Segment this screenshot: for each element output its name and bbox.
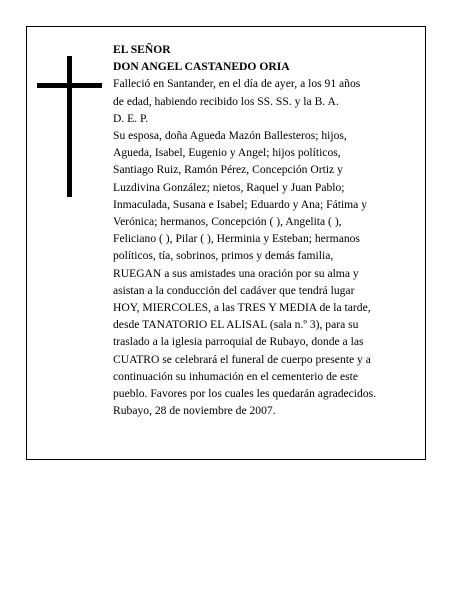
body-line: Santiago Ruiz, Ramón Pérez, Concepción Ortiz y (113, 163, 343, 177)
body-line: pueblo. Favores por los cuales les quedarán agradecidos. (113, 387, 377, 401)
body-line: HOY, MIERCOLES, a las TRES Y MEDIA de la tarde, (113, 301, 371, 315)
body-line: Luzdivina González; nietos, Raquel y Juan Pablo; (113, 180, 345, 194)
body-line: asistan a la conducción del cadáver que tendrá lugar (113, 283, 355, 297)
body-line: Feliciano ( ), Pilar ( ), Herminia y Esteban; hermanos (113, 232, 360, 246)
body-line: Agueda, Isabel, Eugenio y Angel; hijos políticos, (113, 146, 341, 160)
body-line: desde TANATORIO EL ALISAL (sala n.º 3), para su (113, 318, 359, 332)
body-line: traslado a la iglesia parroquial de Rubayo, donde a las (113, 335, 364, 349)
title-line: EL SEÑOR (113, 43, 171, 56)
body-line: Inmaculada, Susana e Isabel; Eduardo y Ana; Fátima y (113, 197, 368, 211)
body-line: RUEGAN a sus amistades una oración por su alma y (113, 266, 359, 280)
body-line: políticos, tía, sobrinos, primos y demás familia, (113, 249, 334, 263)
body-line: Falleció en Santander, en el día de ayer, a los 91 años (113, 77, 361, 91)
cross-horizontal-bar (37, 83, 102, 88)
obituary-notice (26, 26, 426, 460)
body-line: D. E. P. (113, 111, 149, 125)
body-line: Rubayo, 28 de noviembre de 2007. (113, 404, 276, 418)
body-line: de edad, habiendo recibido los SS. SS. y la B. A. (113, 94, 339, 108)
cross-vertical-bar (67, 56, 72, 197)
obituary-text (113, 41, 426, 419)
body-line: CUATRO se celebrará el funeral de cuerpo presente y a (113, 352, 371, 366)
body-line: Verónica; hermanos, Concepción ( ), Angelita ( ), (113, 215, 342, 229)
body-line: Su esposa, doña Agueda Mazón Ballesteros; hijos, (113, 129, 347, 143)
body-line: continuación su inhumación en el cementerio de este (113, 369, 358, 383)
deceased-name: DON ANGEL CASTANEDO ORIA (113, 60, 290, 74)
